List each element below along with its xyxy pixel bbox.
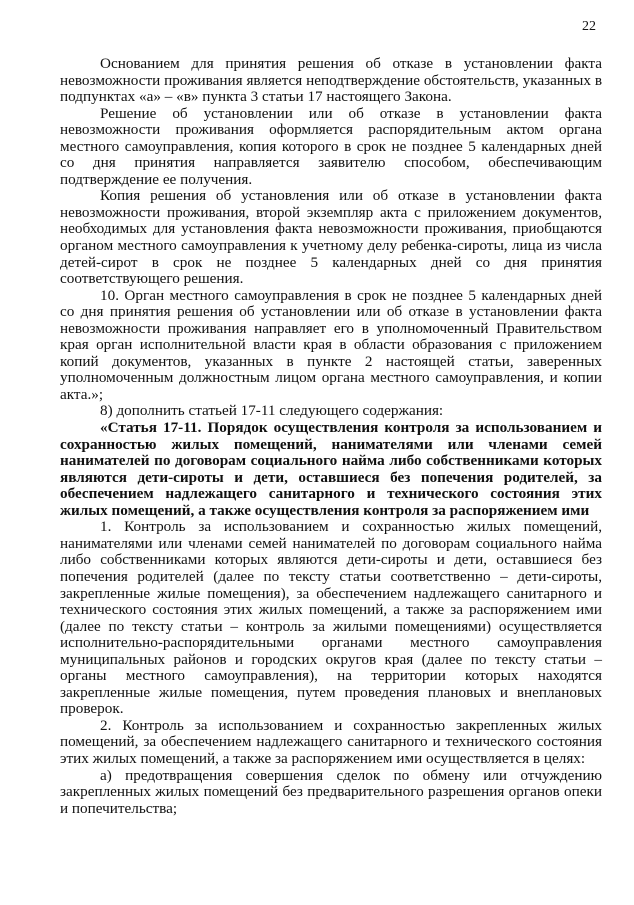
article-17-11-heading: «Статья 17-11. Порядок осуществления контроля за использованием и сохранностью жилых помещений, нанимателями или членами семей нанимателей по договорам социального найма либо собственниками которых являются дети-сироты и дети, оставшиеся без попечения родителей, за обеспечением надлежащего санитарного и технического состояния этих жилых помещений, а также осуществления контроля за распоряжением ими	[60, 419, 602, 519]
paragraph-article-part-1: 1. Контроль за использованием и сохранностью жилых помещений, нанимателями или членами семей нанимателей по договорам социального найма либо собственниками которых являются дети-сироты и дети, оставшиеся без попечения родителей (далее по тексту статьи соответственно – дети-сироты, закрепленные жилые помещения), за обеспечением надлежащего санитарного и технического состояния этих жилых помещений, а также за распоряжением ими (далее по тексту статьи – контроль за жилыми помещениями) осуществляется исполнительно-распорядительными органами местного самоуправления муниципальных районов и городских округов края (далее по тексту статьи – органы местного самоуправления), на территории которых находятся закрепленные жилые помещения, путем проведения плановых и внеплановых проверок.	[60, 518, 602, 718]
paragraph-item-10: 10. Орган местного самоуправления в срок не позднее 5 календарных дней со дня принятия решения об установлении или об отказе в установлении факта невозможности проживания направляет его в уполномоченный Правительством края орган исполнительной власти края в области образования с приложением копий документов, указанных в пункте 2 настоящей статьи, заверенных уполномоченным должностным лицом органа местного самоуправления, и копии акта.»;	[60, 286, 602, 403]
paragraph-decision-copy: Копия решения об установления или об отказе в установлении факта невозможности проживания, второй экземпляр акта с приложением документов, необходимых для установления факта невозможности проживания, приобщаются органом местного самоуправления к учетному делу ребенка-сироты, лица из числа детей-сирот в срок не позднее 5 календарных дней со дня принятия соответствующего решения.	[60, 187, 602, 288]
page-number: 22	[582, 19, 596, 34]
paragraph-decision-act: Решение об установлении или об отказе в установлении факта невозможности проживания оформляется распорядительным актом органа местного самоуправления, копия которого в срок не позднее 5 календарных дней со дня принятия направляется заявителю способом, обеспечивающим подтверждение ее получения.	[60, 104, 602, 188]
document-body	[60, 56, 602, 817]
paragraph-subitem-a: а) предотвращения совершения сделок по обмену или отчуждению закрепленных жилых помещений без предварительного разрешения органов опеки и попечительства;	[60, 766, 602, 817]
paragraph-article-part-2: 2. Контроль за использованием и сохранностью закрепленных жилых помещений, за обеспечением надлежащего санитарного и технического состояния этих жилых помещений, а также за распоряжением ими осуществляется в целях:	[60, 716, 602, 767]
paragraph-item-8: 8) дополнить статьей 17-11 следующего содержания:	[100, 402, 444, 420]
paragraph-refusal-grounds: Основанием для принятия решения об отказе в установлении факта невозможности проживания является неподтверждение обстоятельств, указанных в подпунктах «а» – «в» пункта 3 статьи 17 настоящего Закона.	[60, 55, 602, 106]
